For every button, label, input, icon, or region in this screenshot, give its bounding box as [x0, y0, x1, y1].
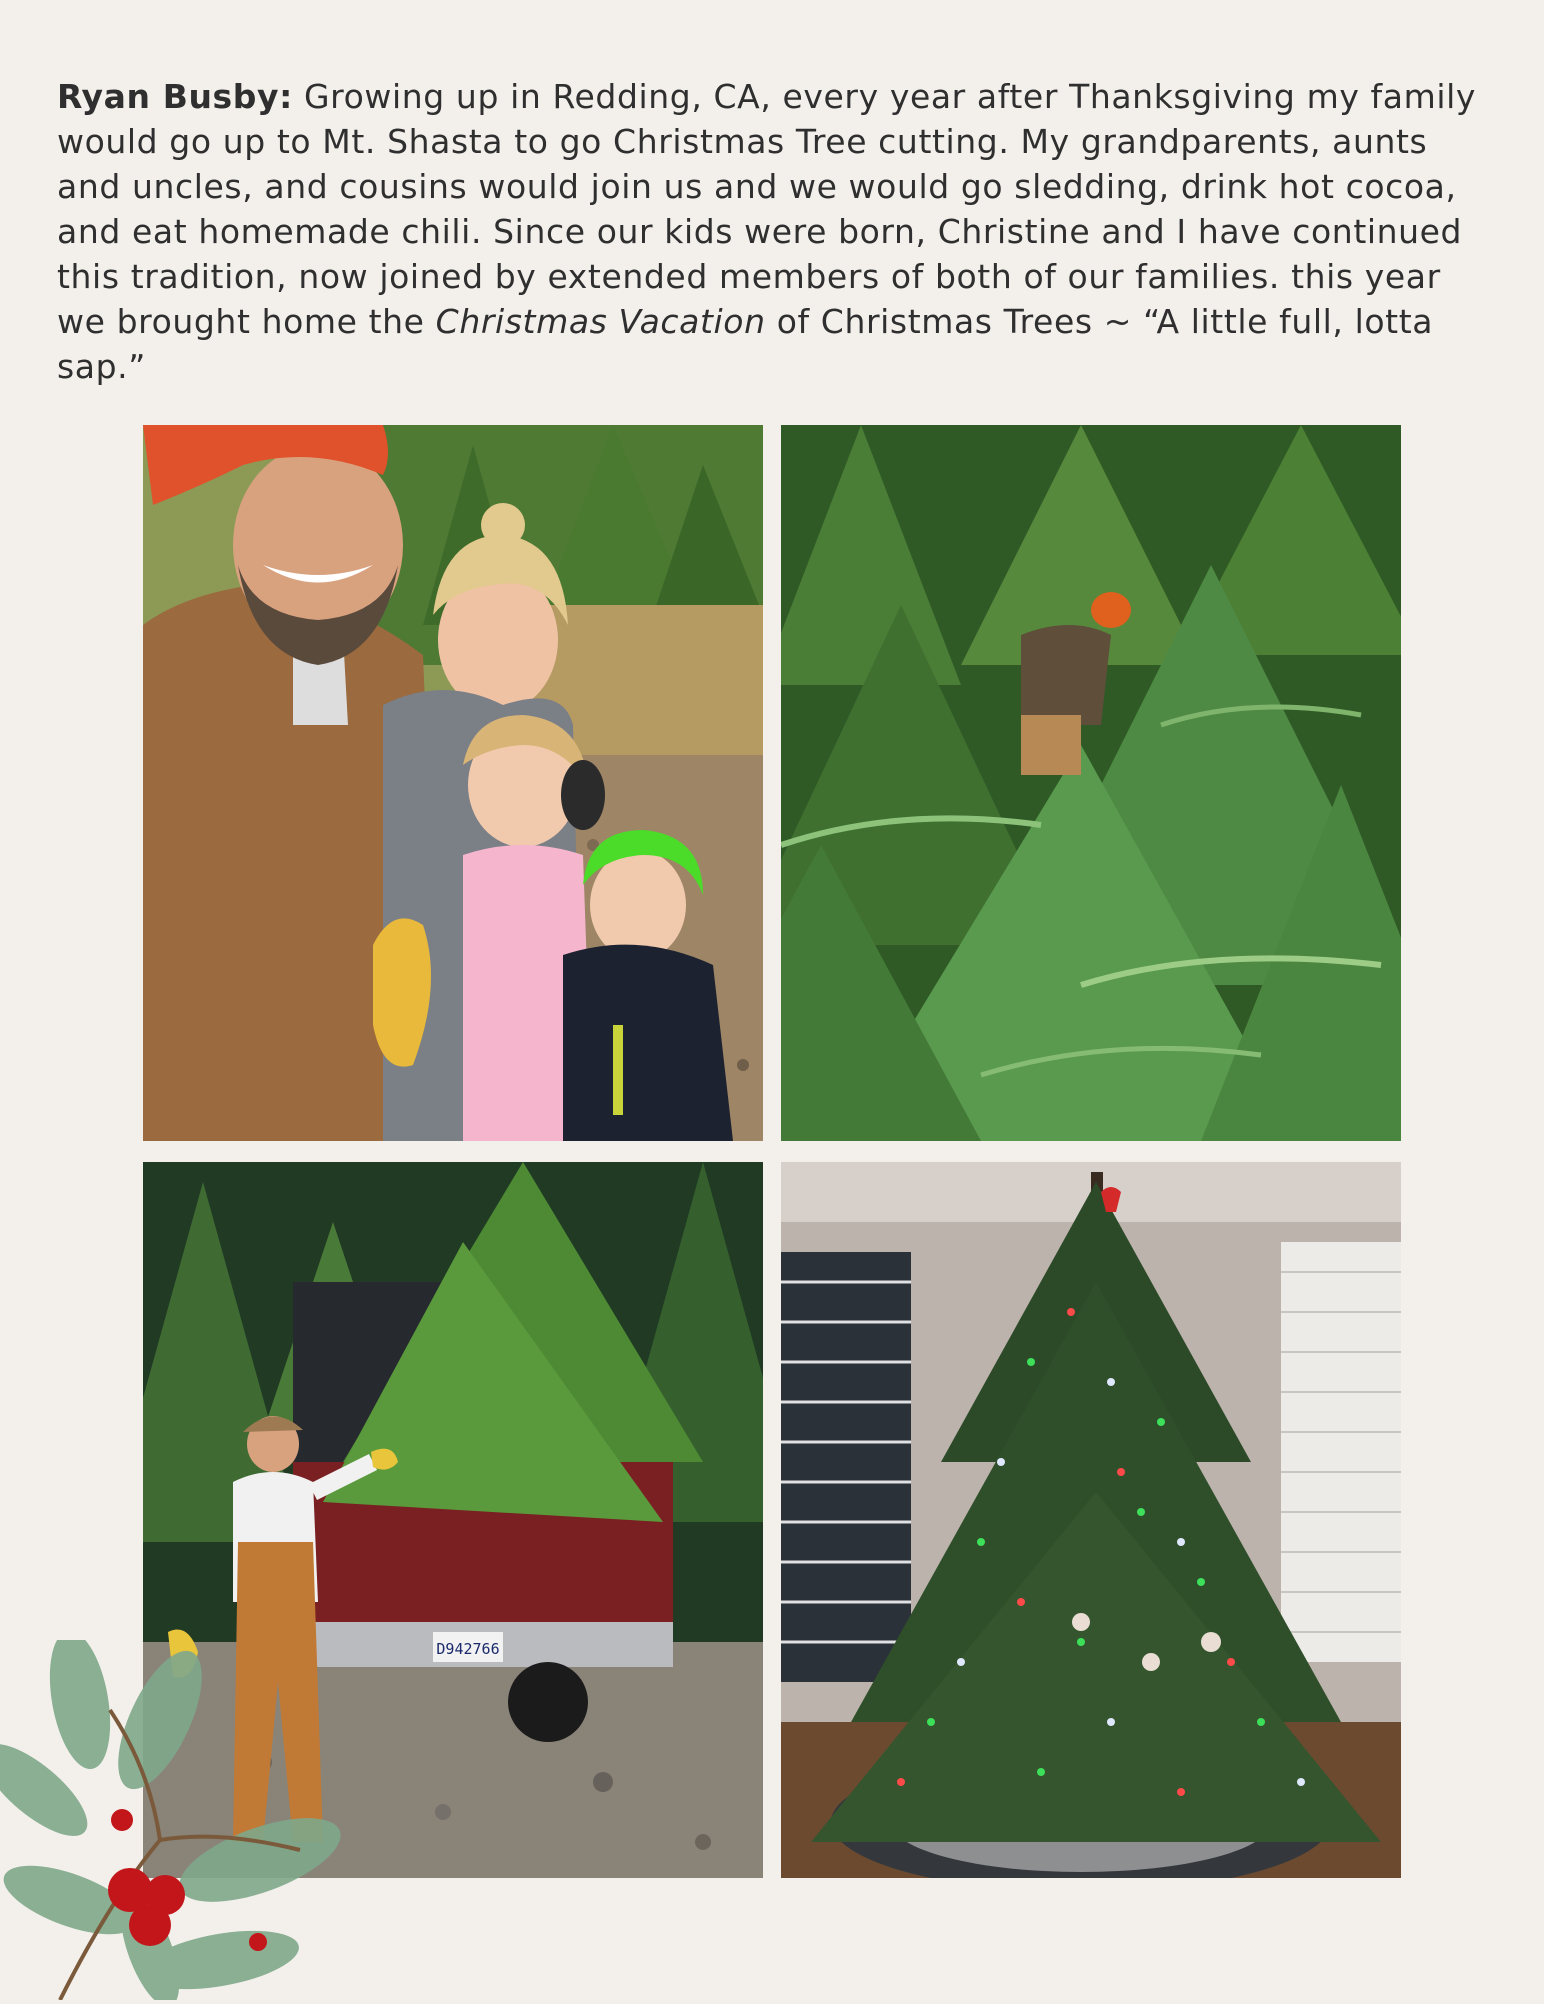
movie-title: Christmas Vacation	[435, 302, 766, 341]
decorated-tree-photo	[781, 1162, 1401, 1878]
license-plate: D942766	[436, 1640, 500, 1658]
family-selfie-photo	[143, 425, 763, 1141]
tree-cutting-photo	[781, 425, 1401, 1141]
story-text: Growing up in Redding, CA, every year after Thanksgiving my family would go up to Mt. Shasta to go Christmas Tree cutting. My grandparents, aunts and uncles, and cousins would join us and we would go sledding, drink hot cocoa, and eat homemade chili. Since our kids were born, Christine and I have continued this tradition, now joined by extended members of both of our families. this year we brought home the	[57, 77, 1476, 341]
story-text-end: of Christmas Trees ~ “A little full, lotta sap.”	[57, 302, 1434, 386]
story-paragraph	[57, 74, 1497, 389]
holly-sprig-decoration	[0, 1640, 400, 2000]
author-name: Ryan Busby:	[57, 77, 293, 116]
